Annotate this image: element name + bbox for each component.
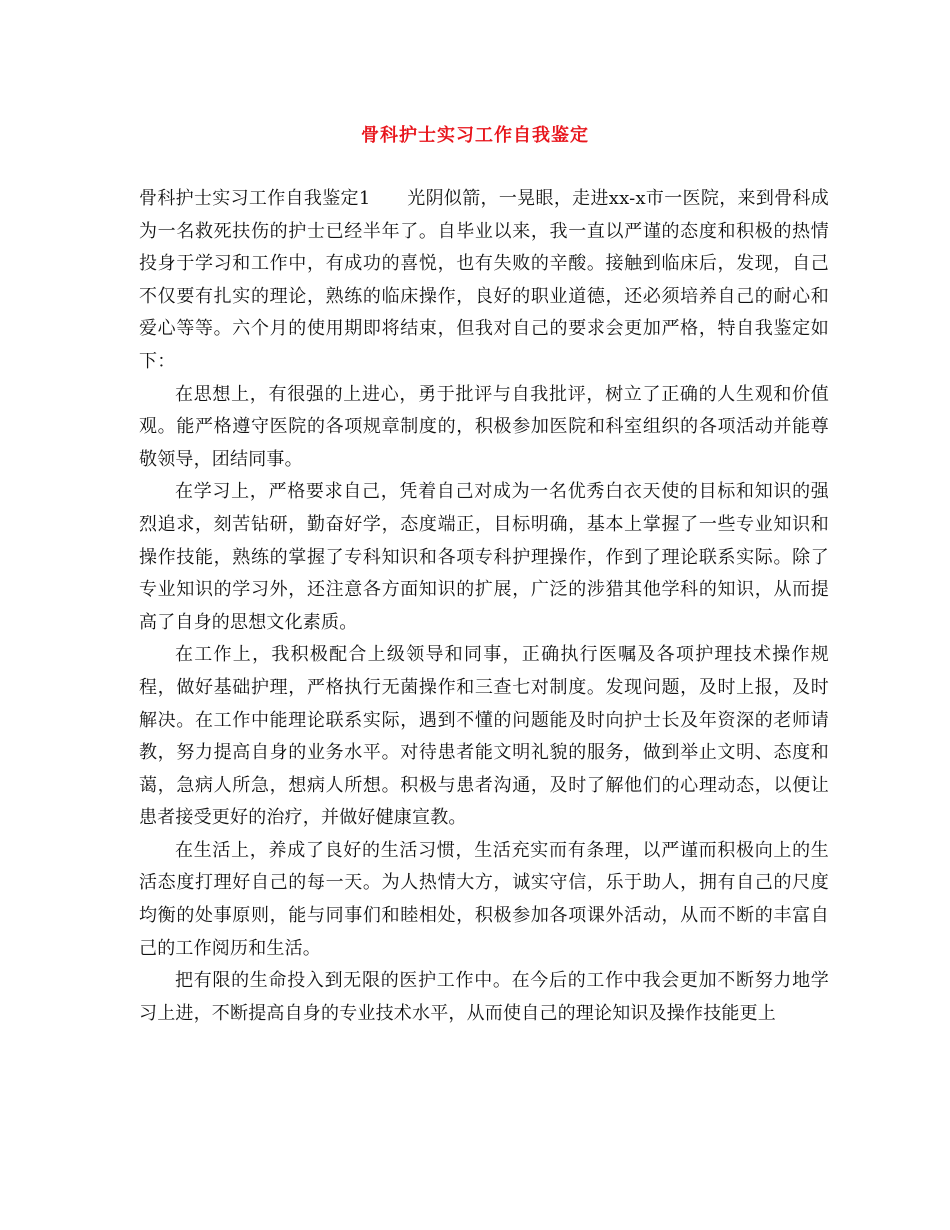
document-body xyxy=(139,183,829,1030)
work-paragraph: 在工作上，我积极配合上级领导和同事，正确执行医嘱及各项护理技术操作规程，做好基础护理，严格执行无菌操作和三查七对制度。发现问题，及时上报，及时解决。在工作中能理论联系实际，遇到不懂的问题能及时向护士长及年资深的老师请教，努力提高自身的业务水平。对待患者能文明礼貌的服务，做到举止文明、态度和蔼，急病人所急，想病人所想。积极与患者沟通，及时了解他们的心理动态，以便让患者接受更好的治疗，并做好健康宣教。 xyxy=(139,644,829,829)
closing-paragraph: 把有限的生命投入到无限的医护工作中。在今后的工作中我会更加不断努力地学习上进，不断提高自身的专业技术水平，从而使自己的理论知识及操作技能更上 xyxy=(139,970,829,1024)
document-title: 骨科护士实习工作自我鉴定 xyxy=(361,125,589,146)
intro-paragraph: 骨科护士实习工作自我鉴定1 光阴似箭，一晃眼，走进xx-x市一医院，来到骨科成为一名救死扶伤的护士已经半年了。自毕业以来，我一直以严谨的态度和积极的热情投身于学习和工作中，有成功的喜悦，也有失败的辛酸。接触到临床后，发现，自己不仅要有扎实的理论，熟练的临床操作，良好的职业道德，还必须培养自己的耐心和爱心等等。六个月的使用期即将结束，但我对自己的要求会更加严格，特自我鉴定如下： xyxy=(139,188,829,372)
study-paragraph: 在学习上，严格要求自己，凭着自己对成为一名优秀白衣天使的目标和知识的强烈追求，刻苦钻研，勤奋好学，态度端正，目标明确，基本上掌握了一些专业知识和操作技能，熟练的掌握了专科知识和各项专科护理操作，作到了理论联系实际。除了专业知识的学习外，还注意各方面知识的扩展，广泛的涉猎其他学科的知识，从而提高了自身的思想文化素质。 xyxy=(139,481,829,633)
ideology-paragraph: 在思想上，有很强的上进心，勇于批评与自我批评，树立了正确的人生观和价值观。能严格遵守医院的各项规章制度的，积极参加医院和科室组织的各项活动并能尊敬领导，团结同事。 xyxy=(139,383,829,470)
life-paragraph: 在生活上，养成了良好的生活习惯，生活充实而有条理，以严谨而积极向上的生活态度打理好自己的每一天。为人热情大方，诚实守信，乐于助人，拥有自己的尺度均衡的处事原则，能与同事们和睦相处，积极参加各项课外活动，从而不断的丰富自己的工作阅历和生活。 xyxy=(139,839,829,959)
